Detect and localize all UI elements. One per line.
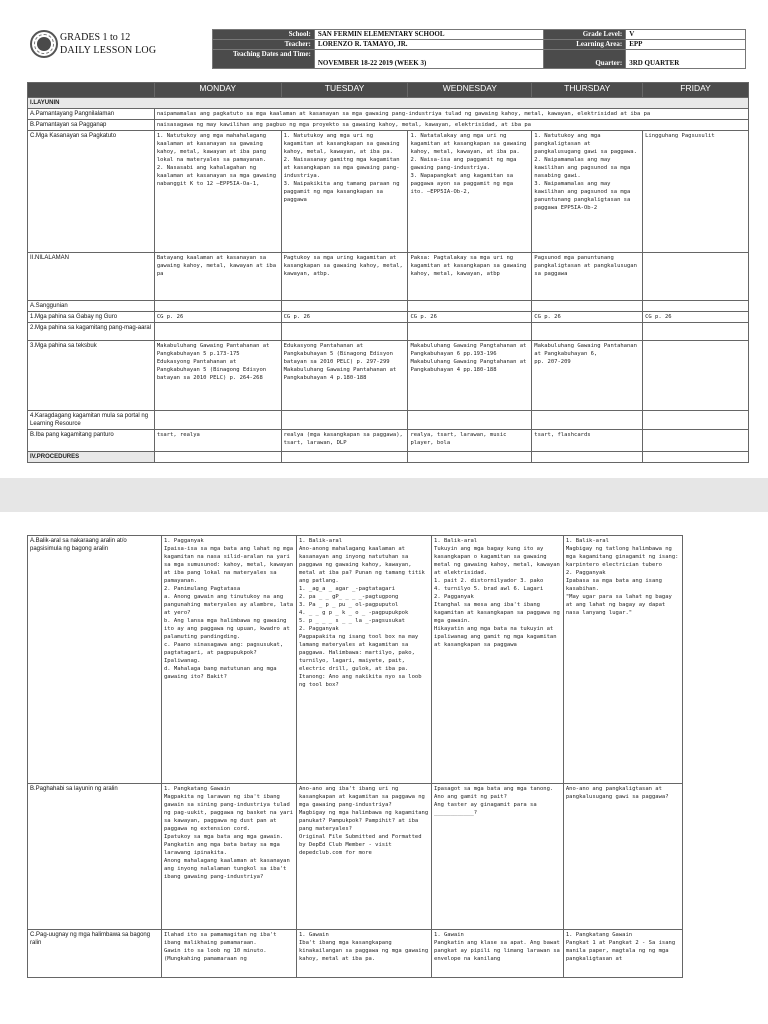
pag-uugnay-label: C.Pag-uugnay ng mga halimbawa sa bagong ralin	[28, 930, 162, 978]
teksbuk-row	[28, 341, 749, 411]
deped-seal-logo	[30, 30, 58, 58]
layunin-row	[28, 98, 749, 109]
pamantayang-pangnilalaman-row	[28, 109, 749, 120]
kagamitang-friday	[643, 323, 749, 341]
day-friday: FRIDAY	[643, 83, 749, 98]
nilalaman-monday: Batayang kaalaman at kasanayan sa gawaing kahoy, metal, kawayan at iba pa	[154, 253, 281, 301]
kagamitang-monday	[154, 323, 281, 341]
pamantayan-pagganap-row	[28, 120, 749, 131]
layunin-heading: I.LAYUNIN	[28, 98, 749, 109]
lr-tuesday	[281, 411, 408, 430]
paghahabi-row	[28, 784, 683, 930]
dates-label: Teaching Dates and Time:	[213, 50, 315, 69]
lesson-table-page1	[27, 82, 749, 463]
pamantayang-pangnilalaman-label: A.Pamantayang Pangnilalaman	[28, 109, 155, 120]
procedures-heading: IV.PROCEDURES	[28, 452, 155, 463]
day-header-blank	[28, 83, 155, 98]
grade-level-value: V	[626, 30, 746, 40]
balik-aral-wednesday: 1. Balik-aral Tukuyin ang mga bagay kung ito ay kasangkapan o kagamitan sa gawaing metal ng gawaing kahoy, metal, kawayan at elektrisidad. 1. pait 2. distornilyador 3. pako 4. turnilyo 5. brad awl 6. Lagari 2. Pagganyak Itanghal sa mesa ang iba't ibang kagamitan at kasangkapan sa paggawa ng mga gawain. Hikayatin ang mga bata na tukuyin at ipaliwanag ang gamit ng mga kagamitan at kasangkapan sa paggawa	[432, 536, 564, 784]
kasanayan-row	[28, 131, 749, 253]
proc-thursday	[532, 452, 643, 463]
balik-aral-tuesday: 1. Balik-aral Ano-anong mahalagang kaalaman at kasanayan ang inyong natutuhan sa paggawa ng gawaing kahoy, kawayan, metal at iba pa? Punan ng tamang titik ang patlang. 1. _ag_a _ agar _-pagtatagari 2. pa _ _ gP_ _ _ _-pagtugpong 3. Pa _ p _ pu _ ol-pagpuputol 4. _ _ g p _ k _ o _ -pagpupukpok 5. p _ _ _ s _ _ la _-pagsusukat 2. Pagganyak Pagpapakita ng isang tool box na may lamang materyales at kagamitan sa paggawa. Halimbawa: martilyo, pako, turnilyo, lagari, maiyete, pait, electric drill, gulok, at iba pa. Itanong: Ano ang nakikita nyo sa loob ng tool box?	[297, 536, 432, 784]
sanggunian-tuesday	[281, 301, 408, 312]
proc-wednesday	[408, 452, 532, 463]
pamantayang-pangnilalaman-text: naipamamalas ang pagkatuto sa mga kaalaman at kasanayan sa mga gawaing pang-industriya tulad ng gawaing kahoy, metal, kawayan, elektrisidad at iba pa	[154, 109, 748, 120]
teacher-label: Teacher:	[213, 40, 315, 50]
page-1	[0, 0, 768, 478]
day-header-row	[28, 83, 749, 98]
grade-level-label: Grade Level:	[544, 30, 626, 40]
lr-thursday	[532, 411, 643, 430]
balik-aral-row	[28, 536, 683, 784]
sanggunian-friday	[643, 301, 749, 312]
kagamitang-mag-aaral-row	[28, 323, 749, 341]
kasanayan-monday: 1. Natutukoy ang mga mahahalagang kaalaman at kasanayan sa gawaing kahoy, metal, kawayan at iba pang lokal na materyales sa pamayanan. 2. Nasasabi ang kahalagahan ng kaalaman at kasanayan sa mga gawaing nabanggit K to 12 –EPP5IA-Oa-1,	[154, 131, 281, 253]
learning-resource-label: 4.Karagdagang kagamitan mula sa portal ng Learning Resource	[28, 411, 155, 430]
iba-pang-thursday: tsart, flashcards	[532, 430, 643, 452]
gabay-guro-thursday: CG p. 26	[532, 312, 643, 323]
paghahabi-label: B.Paghahabi sa layunin ng aralin	[28, 784, 162, 930]
teksbuk-label: 3.Mga pahina sa teksbuk	[28, 341, 155, 411]
gabay-guro-friday: CG p. 26	[643, 312, 749, 323]
day-wednesday: WEDNESDAY	[408, 83, 532, 98]
kasanayan-tuesday: 1. Natutukoy ang mga uri ng kagamitan at kasangkapan sa gawaing kahoy, metal, kawayan, at iba pa. 2. Naisasanay gamitng mga kagamitan at kasangkapan sa mga gawaing pang-industriya. 3. Naipakikita ang tamang paraan ng paggamit ng mga kasangkapan sa paggawa	[281, 131, 408, 253]
nilalaman-label: II.NILALAMAN	[28, 253, 155, 301]
nilalaman-row	[28, 253, 749, 301]
balik-aral-monday: 1. Pagganyak Ipaisa-isa sa mga bata ang lahat ng mga kagamitan na nasa silid-aralan na yari sa mga sumusunod: kahoy, metal, kawayan at iba pang lokal na materyales sa pamayanan. 2. Panimulang Pagtatasa a. Anong gawain ang tinutukoy na ang pangunahing materyales ay alambre, lata at yero? b. Ang lansa mga halimbawa ng gawaing ito ay ang paggawa ng upuan, kwadro at palamuting pandingding. c. Paano sinasagawa ang: pagsusukat, pagtatagari, at pagpupukpok? Ipaliwanag. d. Mahalaga bang matutunan ang mga gawaing ito? Bakit?	[161, 536, 296, 784]
iba-pang-tuesday: realya (mga kasangkapan sa paggawa), tsart, larawan, DLP	[281, 430, 408, 452]
header-info-table	[212, 29, 746, 69]
kasanayan-label: C.Mga Kasanayan sa Pagkatuto	[28, 131, 155, 253]
gabay-guro-monday: CG p. 26	[154, 312, 281, 323]
teksbuk-tuesday: Edukasyong Pantahanan at Pangkabuhayan 5 (Binagong Edisyon batayan sa 2010 PELC) p. 297-299 Makabuluhang Gawaing Pantahanan at Pangkabuhayan 4 p.180-188	[281, 341, 408, 411]
grades-title: GRADES 1 to 12	[60, 32, 131, 43]
sanggunian-wednesday	[408, 301, 532, 312]
nilalaman-thursday: Pagsunod mga panuntunang pangkaligtasan at pangkalusugan sa paggawa	[532, 253, 643, 301]
pag-uugnay-row	[28, 930, 683, 978]
gabay-guro-wednesday: CG p. 26	[408, 312, 532, 323]
proc-friday	[643, 452, 749, 463]
teacher-value: LORENZO R. TAMAYO, JR.	[314, 40, 544, 50]
balik-aral-thursday: 1. Balik-aral Magbigay ng tatlong halimbawa ng mga kagamitang ginagamit ng isang: karpintero electrician tubero 2. Pagganyak Ipabasa sa mga bata ang isang kasabihan. "May ugar para sa lahat ng bagay at ang lahat ng bagay ay dapat nasa lanyang lugar."	[563, 536, 682, 784]
nilalaman-tuesday: Pagtukoy sa mga uring kagamitan at kasangkapan sa gawaing kahoy, metal, kawayan, atbp.	[281, 253, 408, 301]
iba-pang-wednesday: realya, tsart, larawan, music player, bola	[408, 430, 532, 452]
school-value: SAN FERMIN ELEMENTARY SCHOOL	[314, 30, 544, 40]
lesson-table-page2	[27, 535, 683, 978]
teksbuk-friday	[643, 341, 749, 411]
teksbuk-monday: Makabuluhang Gawaing Pantahanan at Pangkabuhayan 5 p.173-175 Edukasyong Pantahanan at Pangkabuhayan 5 (Binagong Edisyon batayan sa 2010 PELC) p. 264-268	[154, 341, 281, 411]
sanggunian-label: A.Sanggunian	[28, 301, 155, 312]
iba-pang-kagamitan-row	[28, 430, 749, 452]
dll-title: DAILY LESSON LOG	[60, 45, 157, 56]
learning-area-value: EPP	[626, 40, 746, 50]
paghahabi-thursday: Ano-ano ang pangkaligtasan at pangkalusugang gawi sa paggawa?	[563, 784, 682, 930]
teksbuk-thursday: Makabuluhang Gawaing Pantahanan at Pangkabuhayan 6, pp. 207-209	[532, 341, 643, 411]
sanggunian-row	[28, 301, 749, 312]
gabay-guro-label: 1.Mga pahina sa Gabay ng Guro	[28, 312, 155, 323]
iba-pang-friday	[643, 430, 749, 452]
day-thursday: THURSDAY	[532, 83, 643, 98]
sanggunian-thursday	[532, 301, 643, 312]
nilalaman-wednesday: Paksa: Pagtalakay sa mga uri ng kagamitan at kasangkapan sa gawaing kahoy, metal, kawayan, atbp	[408, 253, 532, 301]
lr-friday	[643, 411, 749, 430]
page-2	[0, 512, 768, 1024]
paghahabi-monday: 1. Pangkatang Gawain Magpakita ng larawan ng iba't ibang gawain sa sining pang-industriya tulad ng pag-uukit, paggawa ng basket na yari sa kawayan, paggawa ng dust pan at paggawa ng extension cord. Ipatukoy sa mga bata ang mga gawain. Pangkatin ang mga bata batay sa mga larawang ipinakita. Anong mahalagang kaalaman at kasanayan ang inyong nalalaman tungkol sa iba't ibang gawaing pang-industriya?	[161, 784, 296, 930]
kasanayan-thursday: 1. Natutukoy ang mga pangkaligtasan at pangkalusugang gawi sa paggawa. 2. Naipamamalas ang may kawilihan ang pagsunod sa mga nasabing gawi. 3. Naipamamalas ang may kawilihan ang pagsunod sa mga panuntunang pangkaligtasan sa paggawa EPP5IA-Ob-2	[532, 131, 643, 253]
lr-monday	[154, 411, 281, 430]
learning-resource-row	[28, 411, 749, 430]
proc-monday	[154, 452, 281, 463]
teksbuk-wednesday: Makabuluhang Gawaing Pangtahanan at Pangkabuhayan 6 pp.193-196 Makabuluhang Gawaing Pangtahanan at Pangkabuhayan 4 pp.180-188	[408, 341, 532, 411]
kasanayan-friday: Lingguhang Pagsusulit	[643, 131, 749, 253]
quarter-label: Quarter:	[544, 50, 626, 69]
quarter-value: 3RD QUARTER	[626, 50, 746, 69]
pag-uugnay-wednesday: 1. Gawain Pangkatin ang klase sa apat. Ang bawat pangkat ay pipili ng limang larawan sa envelope na kanilang	[432, 930, 564, 978]
kagamitang-tuesday	[281, 323, 408, 341]
pamantayan-pagganap-text: naisasagawa ng may kawilihan ang pagbuo ng mga proyekto sa gawaing kahoy, metal, kawayan, elektrisidad, at iba pa	[154, 120, 748, 131]
pag-uugnay-monday: Ilahad ito sa pamamagitan ng iba't ibang malikhaing pamamaraan. Gawin ito sa loob ng 10 minuto. (Mungkahing pamamaraan ng	[161, 930, 296, 978]
pag-uugnay-thursday: 1. Pangkatang Gawain Pangkat 1 at Pangkat 2 - Sa isang manila paper, magtala ng ng mga pangkaligtasan at	[563, 930, 682, 978]
day-monday: MONDAY	[154, 83, 281, 98]
iba-pang-monday: tsart, realya	[154, 430, 281, 452]
day-tuesday: TUESDAY	[281, 83, 408, 98]
lr-wednesday	[408, 411, 532, 430]
proc-tuesday	[281, 452, 408, 463]
gabay-guro-tuesday: CG p. 26	[281, 312, 408, 323]
school-label: School:	[213, 30, 315, 40]
kagamitang-thursday	[532, 323, 643, 341]
learning-area-label: Learning Area:	[544, 40, 626, 50]
balik-aral-label: A.Balik-aral sa nakaraang aralin at/o pagsisimula ng bagong aralin	[28, 536, 162, 784]
kagamitang-mag-aaral-label: 2.Mga pahina sa kagamitang pang-mag-aaral	[28, 323, 155, 341]
paghahabi-tuesday: Ano-ano ang iba't ibang uri ng kasangkapan at kagamitan sa paggawa ng mga gawaing pang-industriya? Magbigay ng mga halimbawa ng kagamitang panukat? Pampukpok? Pampihit? at iba pang materyales? Original File Submitted and Formatted by DepEd Club Member - visit depedclub.com for more	[297, 784, 432, 930]
iba-pang-kagamitan-label: B.Iba pang kagamitang panturo	[28, 430, 155, 452]
nilalaman-friday	[643, 253, 749, 301]
paghahabi-wednesday: Ipasagot sa mga bata ang mga tanong. Ano ang gamit ng pait? Ang taster ay ginagamit para sa ____________?	[432, 784, 564, 930]
pag-uugnay-tuesday: 1. Gawain Iba't ibang mga kasangkapang kinakailangan sa paggawa ng mga gawaing kahoy, metal at iba pa.	[297, 930, 432, 978]
sanggunian-monday	[154, 301, 281, 312]
pamantayan-pagganap-label: B.Pamantayan sa Pagganap	[28, 120, 155, 131]
dates-value: NOVEMBER 18-22 2019 (WEEK 3)	[314, 50, 544, 69]
kasanayan-wednesday: 1. Natatalakay ang mga uri ng kagamitan at kasangkapan sa gawaing kahoy, metal, kawayan, at iba pa. 2. Naisa-isa ang paggamit ng mga gawaing pang-industriya. 3. Napapangkat ang kagamitan sa paggawa ayon sa paggamit ng mga ito. –EPP5IA-Ob-2,	[408, 131, 532, 253]
procedures-row	[28, 452, 749, 463]
kagamitang-wednesday	[408, 323, 532, 341]
gabay-guro-row	[28, 312, 749, 323]
